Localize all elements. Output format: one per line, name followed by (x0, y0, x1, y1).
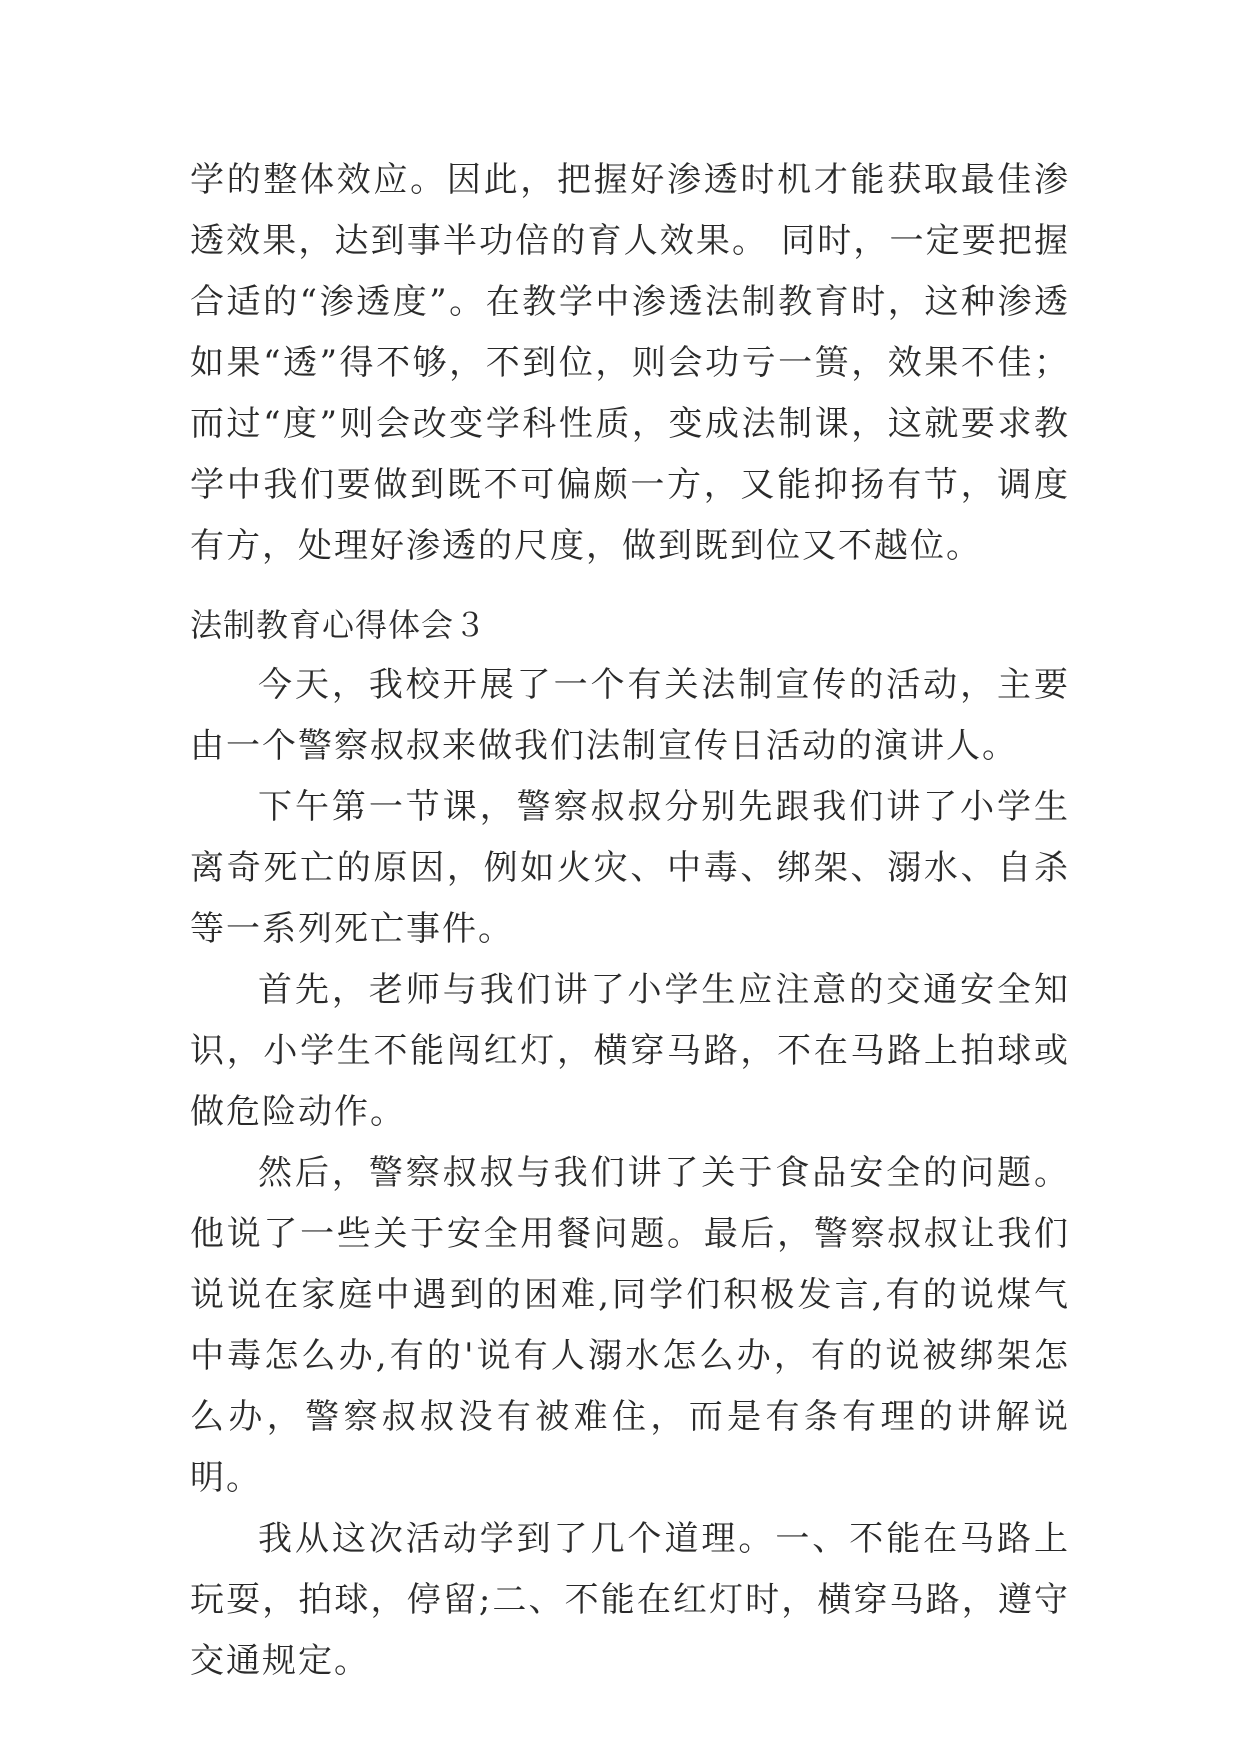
paragraph-1: 今天，我校开展了一个有关法制宣传的活动，主要由一个警察叔叔来做我们法制宣传日活动的演讲人。 (190, 665, 1070, 766)
paragraph-4: 然后，警察叔叔与我们讲了关于食品安全的问题。他说了一些关于安全用餐问题。最后，警察叔叔让我们说说在家庭中遇到的困难,同学们积极发言,有的说煤气中毒怎么办,有的'说有人溺水怎么办，有的说被绑架怎么办，警察叔叔没有被难住，而是有条有理的讲解说明。 (190, 1153, 1070, 1498)
carryover-block (190, 150, 1070, 577)
section-title-block (190, 595, 1070, 656)
section-body (190, 655, 1070, 1692)
section-title: 法制教育心得体会３ (190, 606, 488, 644)
paragraph-2: 下午第一节课，警察叔叔分别先跟我们讲了小学生离奇死亡的原因，例如火灾、中毒、绑架、溺水、自杀等一系列死亡事件。 (190, 787, 1070, 949)
paragraph-5: 我从这次活动学到了几个道理。一、不能在马路上玩耍，拍球，停留;二、不能在红灯时，横穿马路，遵守交通规定。 (190, 1519, 1070, 1681)
paragraph-3: 首先，老师与我们讲了小学生应注意的交通安全知识，小学生不能闯红灯，横穿马路，不在马路上拍球或做危险动作。 (190, 970, 1070, 1132)
carryover-paragraph: 学的整体效应。因此，把握好渗透时机才能获取最佳渗透效果，达到事半功倍的育人效果。 同时，一定要把握合适的“渗透度”。在教学中渗透法制教育时，这种渗透如果“透”得不够，不到位，则会功亏一篑，效果不佳；而过“度”则会改变学科性质，变成法制课，这就要求教学中我们要做到既不可偏颇一方，又能抑扬有节，调度有方，处理好渗透的尺度，做到既到位又不越位。 (190, 160, 1070, 566)
